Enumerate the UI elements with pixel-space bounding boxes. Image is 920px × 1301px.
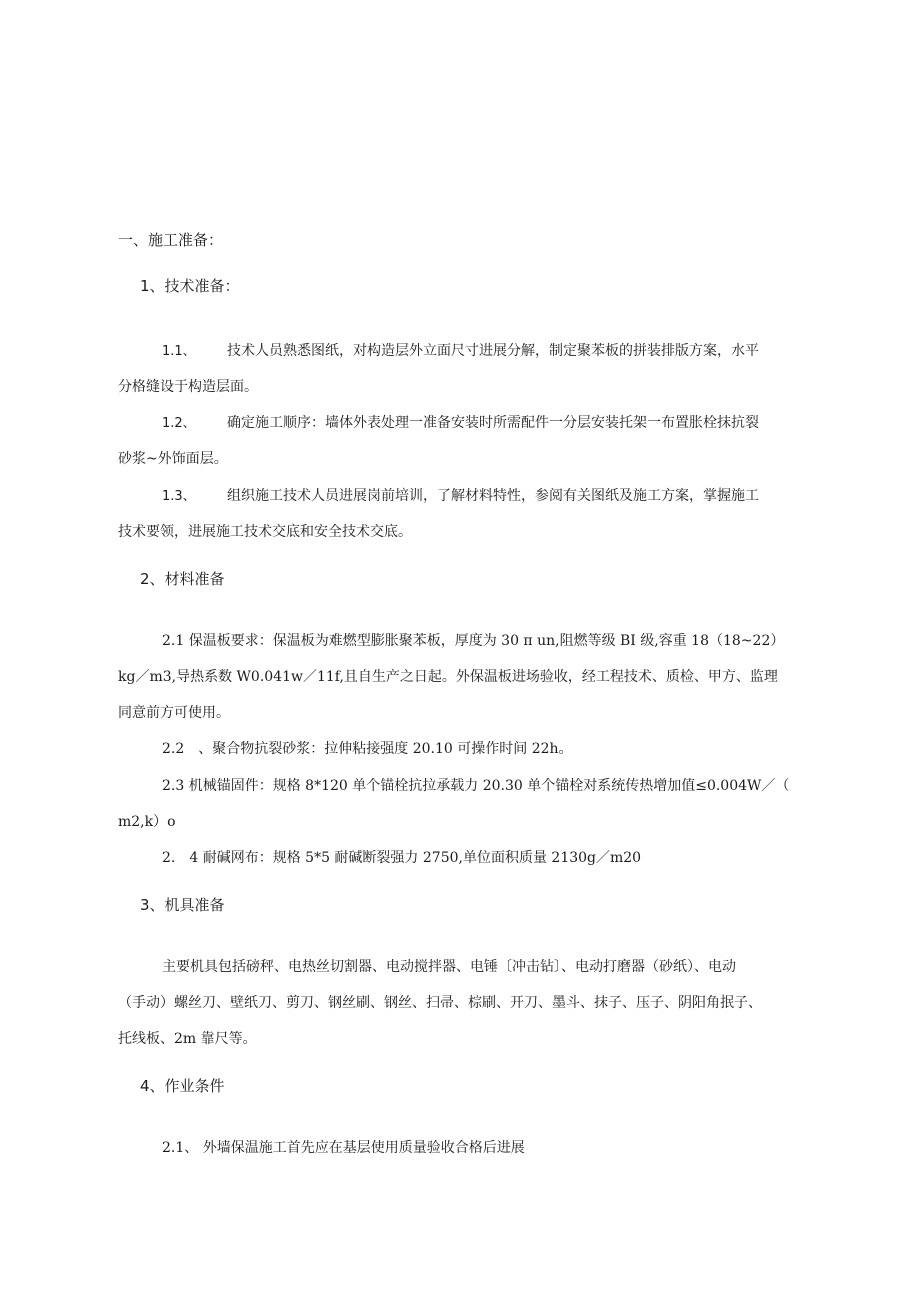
section-3-line-2: （手动）螺丝刀、壁纸刀、剪刀、钢丝刷、钢丝、扫帚、棕刷、开刀、墨斗、抹子、压子、阴阳角抿子、 xyxy=(118,995,762,1011)
item-2-1-line-2: kg／m3,导热系数 W0.041w／11f,且自生产之日起。外保温板进场验收，经工程技术、质检、甲方、监理 xyxy=(118,669,778,685)
item-1-1-line-1 xyxy=(162,342,759,361)
item-1-3-number: 1.3、 xyxy=(162,489,196,504)
item-2-1-line-3: 同意前方可使用。 xyxy=(118,705,230,721)
main-heading: 一、施工准备： xyxy=(118,231,224,249)
item-1-1-text: 技术人员熟悉图纸，对构造层外立面尺寸进展分解，制定聚苯板的拼装排版方案，水平 xyxy=(227,343,759,359)
section-2-title: 2、材料准备 xyxy=(140,570,225,588)
item-1-1-line-2: 分格缝设于构造层面。 xyxy=(118,379,258,395)
item-1-1-number: 1.1、 xyxy=(162,344,196,359)
item-1-3-line-1 xyxy=(162,487,759,506)
item-1-2-line-1 xyxy=(162,414,759,433)
item-2-3-line-2: m2,k）o xyxy=(118,814,176,830)
section-3-line-3: 托线板、2m 靠尺等。 xyxy=(118,1031,257,1047)
item-2-2: 2.2 、聚合物抗裂砂浆：拉伸粘接强度 20.10 可操作时间 22h。 xyxy=(162,741,573,757)
item-2-1-line-1: 2.1 保温板要求：保温板为难燃型膨胀聚苯板，厚度为 30 π un,阻燃等级 BI 级,容重 18（18~22） xyxy=(162,633,785,649)
section-4-title: 4、作业条件 xyxy=(140,1077,225,1095)
section-3-line-1: 主要机具包括磅秤、电热丝切割器、电动搅拌器、电锤〔冲击钻〕、电动打磨器（砂纸）、电动 xyxy=(162,959,736,975)
item-1-3-line-2: 技术要领，进展施工技术交底和安全技术交底。 xyxy=(118,524,412,540)
item-2-3-line-1: 2.3 机械锚固件：规格 8*120 单个锚栓抗拉承载力 20.30 单个锚栓对系统传热增加值≤0.004W／（ xyxy=(162,778,790,794)
item-1-2-line-2: 砂浆~外饰面层。 xyxy=(118,451,228,467)
item-1-3-text: 组织施工技术人员进展岗前培训，了解材料特性，参阅有关图纸及施工方案，掌握施工 xyxy=(227,488,759,504)
item-1-2-text: 确定施工顺序：墙体外表处理一准备安装时所需配件一分层安装托架一布置胀栓抹抗裂 xyxy=(227,415,759,431)
item-1-2-number: 1.2、 xyxy=(162,416,196,431)
section-3-title: 3、机具准备 xyxy=(140,896,225,914)
item-4-1: 2.1、 外墙保温施工首先应在基层使用质量验收合格后进展 xyxy=(162,1140,525,1156)
section-1-title: 1、技术准备： xyxy=(140,277,240,295)
item-2-4: 2. 4 耐碱网布：规格 5*5 耐碱断裂强力 2750,单位面积质量 2130g／m20 xyxy=(162,850,642,866)
